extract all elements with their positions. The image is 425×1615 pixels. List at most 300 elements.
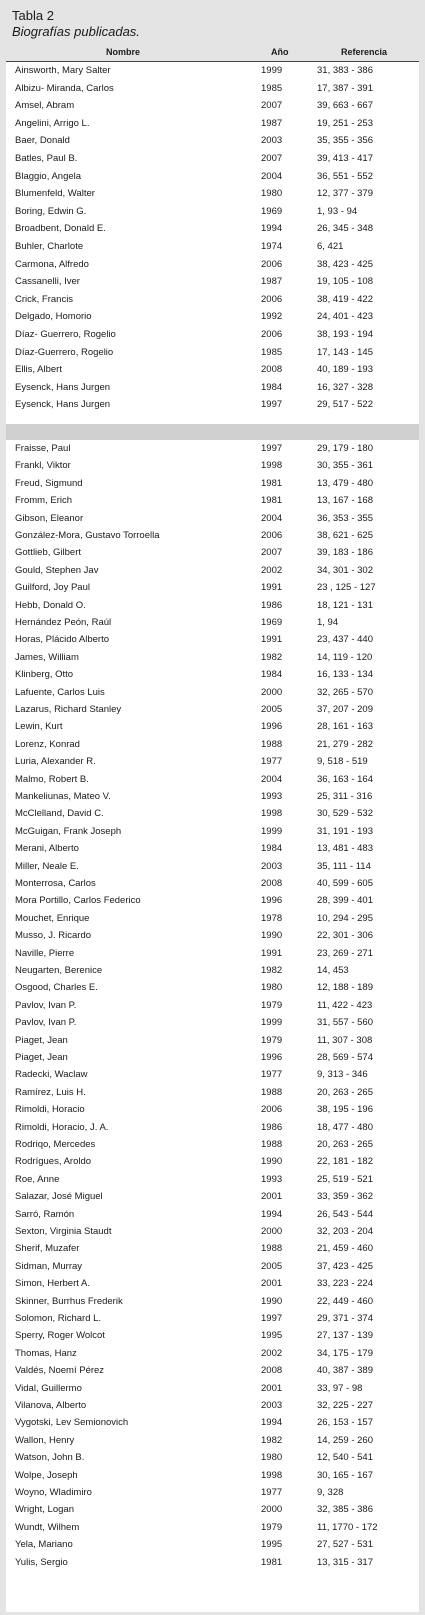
row-name: Rodrígues, Aroldo [15, 1156, 92, 1168]
row-name: Amsel, Abram [15, 100, 75, 112]
row-year: 1980 [261, 1452, 283, 1464]
table-block-2 [6, 440, 419, 1612]
table-row [6, 1310, 419, 1328]
row-reference: 13, 315 - 317 [317, 1556, 373, 1568]
row-name: Sperry, Roger Wolcot [15, 1330, 105, 1342]
row-reference: 9, 518 - 519 [317, 756, 368, 768]
row-reference: 24, 401 - 423 [317, 311, 373, 323]
table-row [6, 1501, 419, 1519]
table-row [6, 614, 419, 632]
table-row [6, 150, 419, 168]
row-reference: 37, 423 - 425 [317, 1260, 373, 1272]
row-reference: 14, 259 - 260 [317, 1434, 373, 1446]
header-name: Nombre [106, 47, 141, 57]
row-year: 2002 [261, 564, 283, 576]
row-reference: 38, 621 - 625 [317, 530, 373, 541]
row-reference: 32, 203 - 204 [317, 1226, 373, 1237]
table-row [6, 185, 419, 203]
table-row [6, 1032, 419, 1050]
table-row [6, 510, 419, 528]
row-name: Sidman, Murray [15, 1260, 83, 1272]
row-year: 2006 [261, 258, 283, 270]
row-reference: 21, 279 - 282 [317, 738, 373, 750]
row-name: James, William [15, 651, 79, 663]
row-year: 2007 [261, 100, 283, 112]
row-year: 2001 [261, 1278, 283, 1290]
row-name: Freud, Sigmund [15, 477, 83, 489]
row-year: 1978 [261, 912, 283, 924]
row-name: Fraisse, Paul [15, 443, 71, 454]
row-reference: 25, 311 - 316 [317, 791, 373, 802]
row-year: 1990 [261, 1295, 283, 1307]
table-row [6, 1240, 419, 1258]
row-reference: 10, 294 - 295 [317, 912, 373, 924]
row-year: 1979 [261, 999, 283, 1011]
row-name: Crick, Francis [15, 293, 74, 305]
row-name: Batles, Paul B. [15, 153, 78, 164]
row-year: 1985 [261, 346, 283, 358]
table-row [6, 1414, 419, 1432]
row-reference: 18, 477 - 480 [317, 1121, 373, 1133]
row-year: 1990 [261, 1156, 283, 1168]
row-reference: 12, 540 - 541 [317, 1452, 373, 1464]
row-name: Albizu- Miranda, Carlos [15, 82, 114, 94]
row-reference: 22, 301 - 306 [317, 930, 373, 942]
row-year: 1995 [261, 1539, 283, 1551]
row-reference: 28, 399 - 401 [317, 895, 373, 907]
table-row [6, 840, 419, 858]
row-reference: 18, 121 - 131 [317, 599, 373, 611]
row-year: 2004 [261, 512, 283, 524]
table-row [6, 475, 419, 493]
row-year: 1995 [261, 1330, 283, 1342]
row-name: Vygotski, Lev Semionovich [15, 1417, 129, 1429]
row-name: Ainsworth, Mary Salter [15, 65, 111, 76]
row-name: Vilanova, Alberto [15, 1400, 87, 1411]
row-reference: 13, 479 - 480 [317, 477, 373, 489]
row-year: 1988 [261, 1086, 283, 1098]
table-row [6, 910, 419, 928]
row-name: Lafuente, Carlos Luis [15, 686, 105, 698]
row-reference: 11, 422 - 423 [317, 999, 373, 1011]
row-year: 1999 [261, 825, 283, 837]
row-reference: 13, 481 - 483 [317, 843, 373, 855]
row-name: Rimoldi, Horacio [15, 1104, 85, 1116]
row-reference: 12, 377 - 379 [317, 188, 373, 200]
row-year: 1979 [261, 1521, 283, 1533]
row-year: 2000 [261, 686, 283, 698]
row-name: Guilford, Joy Paul [15, 582, 90, 594]
row-reference: 30, 355 - 361 [317, 460, 373, 472]
row-reference: 30, 165 - 167 [317, 1469, 373, 1481]
table-row [6, 1101, 419, 1119]
table-row [6, 1258, 419, 1276]
row-reference: 31, 557 - 560 [317, 1017, 373, 1029]
table-row [6, 1536, 419, 1554]
row-name: Thomas, Hanz [15, 1347, 77, 1359]
row-year: 1991 [261, 582, 283, 594]
row-year: 1993 [261, 1173, 283, 1185]
row-name: Hebb, Donald O. [15, 599, 86, 611]
table-row [6, 1345, 419, 1363]
table-row [6, 344, 419, 362]
table-row [6, 115, 419, 133]
row-name: Boring, Edwin G. [15, 205, 87, 217]
row-reference: 20, 263 - 265 [317, 1086, 373, 1098]
row-reference: 33, 359 - 362 [317, 1191, 373, 1203]
row-year: 1996 [261, 1052, 283, 1063]
row-reference: 19, 105 - 108 [317, 276, 373, 288]
row-name: Pavlov, Ivan P. [15, 1017, 77, 1029]
row-name: Watson, John B. [15, 1452, 85, 1464]
row-reference: 33, 223 - 224 [317, 1278, 373, 1290]
row-reference: 32, 265 - 570 [317, 686, 373, 698]
table-row [6, 788, 419, 806]
row-year: 2000 [261, 1504, 283, 1516]
row-year: 2000 [261, 1226, 283, 1237]
row-reference: 36, 551 - 552 [317, 170, 373, 182]
table-row [6, 962, 419, 980]
row-year: 2003 [261, 860, 283, 872]
row-reference: 30, 529 - 532 [317, 808, 373, 820]
row-reference: 29, 179 - 180 [317, 443, 373, 454]
table-row [6, 631, 419, 649]
row-reference: 33, 97 - 98 [317, 1382, 363, 1394]
row-name: McGuigan, Frank Joseph [15, 825, 122, 837]
row-year: 1990 [261, 930, 283, 942]
table-title: Tabla 2 [12, 8, 54, 23]
row-year: 1977 [261, 756, 283, 768]
header-year: Año [271, 47, 289, 57]
row-year: 1982 [261, 1434, 283, 1446]
row-name: Wright, Logan [15, 1504, 74, 1516]
table-row [6, 361, 419, 379]
table-row [6, 1432, 419, 1450]
row-name: Díaz- Guerrero, Rogelio [15, 329, 116, 340]
table-row [6, 1014, 419, 1032]
row-name: Rimoldi, Horacio, J. A. [15, 1121, 109, 1133]
row-name: Naville, Pierre [15, 947, 75, 959]
row-reference: 32, 385 - 386 [317, 1504, 373, 1516]
row-year: 1997 [261, 399, 283, 411]
row-reference: 38, 419 - 422 [317, 293, 373, 305]
table-row [6, 168, 419, 186]
table-row [6, 1171, 419, 1189]
table-row [6, 379, 419, 397]
table-row [6, 753, 419, 771]
row-reference: 23, 269 - 271 [317, 947, 373, 959]
row-year: 1988 [261, 1139, 283, 1150]
table-row [6, 875, 419, 893]
row-reference: 27, 137 - 139 [317, 1330, 373, 1342]
table-row [6, 132, 419, 150]
row-reference: 35, 355 - 356 [317, 135, 373, 147]
row-name: Blaggio, Angela [15, 170, 82, 182]
row-reference: 34, 175 - 179 [317, 1347, 373, 1359]
row-reference: 38, 423 - 425 [317, 258, 373, 270]
row-year: 1993 [261, 791, 283, 802]
row-reference: 37, 207 - 209 [317, 704, 373, 715]
table-row [6, 527, 419, 545]
header-reference: Referencia [341, 47, 388, 57]
row-year: 2001 [261, 1191, 283, 1203]
row-year: 2004 [261, 773, 283, 785]
row-year: 1998 [261, 1469, 283, 1481]
row-name: Eysenck, Hans Jurgen [15, 399, 111, 411]
row-reference: 26, 345 - 348 [317, 223, 373, 235]
row-name: Piaget, Jean [15, 1034, 68, 1046]
table-row [6, 457, 419, 475]
row-reference: 23, 437 - 440 [317, 634, 373, 646]
row-year: 2006 [261, 293, 283, 305]
row-year: 1996 [261, 721, 283, 733]
table-row [6, 805, 419, 823]
row-year: 2003 [261, 1400, 283, 1411]
table-row [6, 1153, 419, 1171]
table-row [6, 1397, 419, 1415]
table-row [6, 1327, 419, 1345]
row-year: 1988 [261, 1243, 283, 1255]
row-year: 1986 [261, 599, 283, 611]
row-year: 1994 [261, 1208, 283, 1220]
row-name: Eysenck, Hans Jurgen [15, 381, 111, 393]
row-reference: 36, 163 - 164 [317, 773, 373, 785]
table-row [6, 308, 419, 326]
row-year: 1996 [261, 895, 283, 907]
row-reference: 22, 181 - 182 [317, 1156, 373, 1168]
row-name: Rodriqo, Mercedes [15, 1139, 96, 1150]
row-year: 1992 [261, 311, 283, 323]
row-reference: 39, 413 - 417 [317, 153, 373, 164]
row-name: Klinberg, Otto [15, 669, 74, 681]
row-name: Buhler, Charlote [15, 241, 84, 252]
row-name: Sherif, Muzafer [15, 1243, 80, 1255]
table-row [6, 1119, 419, 1137]
table-row [6, 396, 419, 414]
row-reference: 28, 569 - 574 [317, 1052, 373, 1063]
table-row [6, 1362, 419, 1380]
table-row [6, 771, 419, 789]
row-reference: 17, 143 - 145 [317, 346, 373, 358]
row-year: 1999 [261, 65, 283, 76]
row-year: 1981 [261, 1556, 283, 1568]
row-reference: 13, 167 - 168 [317, 495, 373, 507]
table-row [6, 701, 419, 719]
row-year: 1994 [261, 223, 283, 235]
table-row [6, 1223, 419, 1241]
row-year: 2008 [261, 364, 283, 376]
row-name: Angelini, Arrigo L. [15, 117, 90, 129]
row-name: Woyno, Wladimiro [15, 1487, 92, 1498]
row-year: 2001 [261, 1382, 283, 1394]
row-reference: 16, 327 - 328 [317, 381, 373, 393]
row-year: 1997 [261, 1313, 283, 1324]
row-reference: 1, 94 [317, 617, 339, 628]
row-name: Wolpe, Joseph [15, 1469, 78, 1481]
table-row [6, 1380, 419, 1398]
table-row [6, 203, 419, 221]
row-reference: 34, 301 - 302 [317, 564, 373, 576]
row-year: 1997 [261, 443, 283, 454]
row-name: Valdés, Noemí Pérez [15, 1365, 105, 1377]
table-row [6, 1484, 419, 1502]
row-name: Ellis, Albert [15, 364, 62, 376]
table-row [6, 1188, 419, 1206]
row-name: González-Mora, Gustavo Torroella [15, 530, 160, 541]
row-year: 2008 [261, 878, 283, 889]
row-reference: 16, 133 - 134 [317, 669, 373, 681]
row-reference: 38, 193 - 194 [317, 329, 373, 340]
row-name: Luria, Alexander R. [15, 756, 96, 768]
row-year: 2004 [261, 170, 283, 182]
table-row [6, 1136, 419, 1154]
row-year: 1991 [261, 634, 283, 646]
row-year: 1998 [261, 460, 283, 472]
row-name: Radecki, Waclaw [15, 1069, 88, 1081]
table-row [6, 544, 419, 562]
row-name: Gibson, Eleanor [15, 512, 84, 524]
row-reference: 40, 387 - 389 [317, 1365, 373, 1377]
row-name: McClelland, David C. [15, 808, 104, 820]
row-name: Horas, Plácido Alberto [15, 634, 109, 646]
row-reference: 22, 449 - 460 [317, 1295, 373, 1307]
row-year: 1977 [261, 1069, 283, 1081]
row-name: Lazarus, Richard Stanley [15, 704, 122, 715]
row-reference: 28, 161 - 163 [317, 721, 373, 733]
row-year: 1984 [261, 381, 283, 393]
row-reference: 38, 195 - 196 [317, 1104, 373, 1116]
table-row [6, 718, 419, 736]
row-year: 2006 [261, 530, 283, 541]
table-row [6, 1467, 419, 1485]
row-year: 1982 [261, 965, 283, 976]
table-row [6, 326, 419, 344]
row-name: Pavlov, Ivan P. [15, 999, 77, 1011]
table-row [6, 1275, 419, 1293]
table-row [6, 858, 419, 876]
row-name: Sexton, Virginia Staudt [15, 1226, 112, 1237]
row-reference: 6, 421 [317, 241, 344, 252]
row-reference: 31, 383 - 386 [317, 65, 373, 76]
table-row [6, 945, 419, 963]
row-name: Monterrosa, Carlos [15, 878, 96, 889]
table-row [6, 1554, 419, 1572]
table-row [6, 97, 419, 115]
table-row [6, 492, 419, 510]
row-reference: 21, 459 - 460 [317, 1243, 373, 1255]
row-year: 1985 [261, 82, 283, 94]
table-row [6, 684, 419, 702]
row-reference: 25, 519 - 521 [317, 1173, 373, 1185]
row-name: Mankeliunas, Mateo V. [15, 791, 111, 802]
row-name: Roe, Anne [15, 1173, 60, 1185]
table-row [6, 62, 419, 80]
row-name: Malmo, Robert B. [15, 773, 89, 785]
row-name: Hernández Peón, Raúl [15, 617, 112, 628]
table-row [6, 1066, 419, 1084]
table-row [6, 666, 419, 684]
table-caption [0, 0, 425, 44]
table-row [6, 736, 419, 754]
row-reference: 14, 119 - 120 [317, 651, 373, 663]
row-reference: 20, 263 - 265 [317, 1139, 373, 1150]
row-reference: 29, 517 - 522 [317, 399, 373, 411]
row-name: Salazar, José Miguel [15, 1191, 103, 1203]
row-name: Blumenfeld, Walter [15, 188, 95, 200]
row-reference: 27, 527 - 531 [317, 1539, 373, 1551]
block-separator [6, 424, 419, 440]
row-name: Gould, Stephen Jav [15, 564, 99, 576]
table-row [6, 1049, 419, 1067]
row-reference: 39, 663 - 667 [317, 100, 373, 112]
row-name: Simon, Herbert A. [15, 1278, 90, 1290]
row-name: Lorenz, Konrad [15, 738, 80, 750]
table-row [6, 80, 419, 98]
row-reference: 26, 153 - 157 [317, 1417, 373, 1429]
row-year: 1991 [261, 947, 283, 959]
row-year: 1987 [261, 276, 283, 288]
row-reference: 32, 225 - 227 [317, 1400, 373, 1411]
row-name: Díaz-Guerrero, Rogelio [15, 346, 114, 358]
row-name: Yela, Mariano [15, 1539, 73, 1551]
row-year: 1969 [261, 617, 283, 628]
row-year: 1984 [261, 843, 283, 855]
table-row [6, 256, 419, 274]
row-year: 1999 [261, 1017, 283, 1029]
row-reference: 9, 328 [317, 1487, 344, 1498]
row-reference: 40, 189 - 193 [317, 364, 373, 376]
row-year: 1980 [261, 982, 283, 994]
row-reference: 12, 188 - 189 [317, 982, 373, 994]
row-reference: 39, 183 - 186 [317, 547, 373, 559]
row-reference: 36, 353 - 355 [317, 512, 373, 524]
table-row [6, 927, 419, 945]
row-year: 1987 [261, 117, 283, 129]
row-reference: 11, 307 - 308 [317, 1034, 373, 1046]
row-name: Wallon, Henry [15, 1434, 75, 1446]
row-year: 2002 [261, 1347, 283, 1359]
row-name: Gottlieb, Gilbert [15, 547, 81, 559]
row-name: Carmona, Alfredo [15, 258, 89, 270]
row-reference: 23 , 125 - 127 [317, 582, 376, 594]
table-subtitle: Biografías publicadas. [12, 24, 140, 39]
row-name: Fromm, Erich [15, 495, 72, 507]
row-name: Broadbent, Donald E. [15, 223, 106, 235]
table-row [6, 220, 419, 238]
row-year: 2005 [261, 1260, 283, 1272]
table-row [6, 649, 419, 667]
row-year: 1988 [261, 738, 283, 750]
row-year: 2003 [261, 135, 283, 147]
table-row [6, 440, 419, 458]
row-year: 2006 [261, 329, 283, 340]
row-name: Osgood, Charles E. [15, 982, 98, 994]
row-reference: 31, 191 - 193 [317, 825, 373, 837]
row-name: Piaget, Jean [15, 1052, 68, 1063]
row-year: 2007 [261, 153, 283, 164]
row-name: Wundt, Wilhem [15, 1521, 80, 1533]
row-year: 1980 [261, 188, 283, 200]
table-row [6, 238, 419, 256]
table-row [6, 1519, 419, 1537]
row-name: Musso, J. Ricardo [15, 930, 92, 942]
row-name: Mora Portillo, Carlos Federico [15, 895, 141, 907]
row-name: Skinner, Burrhus Frederik [15, 1295, 123, 1307]
row-reference: 19, 251 - 253 [317, 117, 373, 129]
table-row [6, 579, 419, 597]
row-reference: 29, 371 - 374 [317, 1313, 373, 1324]
table-row [6, 273, 419, 291]
